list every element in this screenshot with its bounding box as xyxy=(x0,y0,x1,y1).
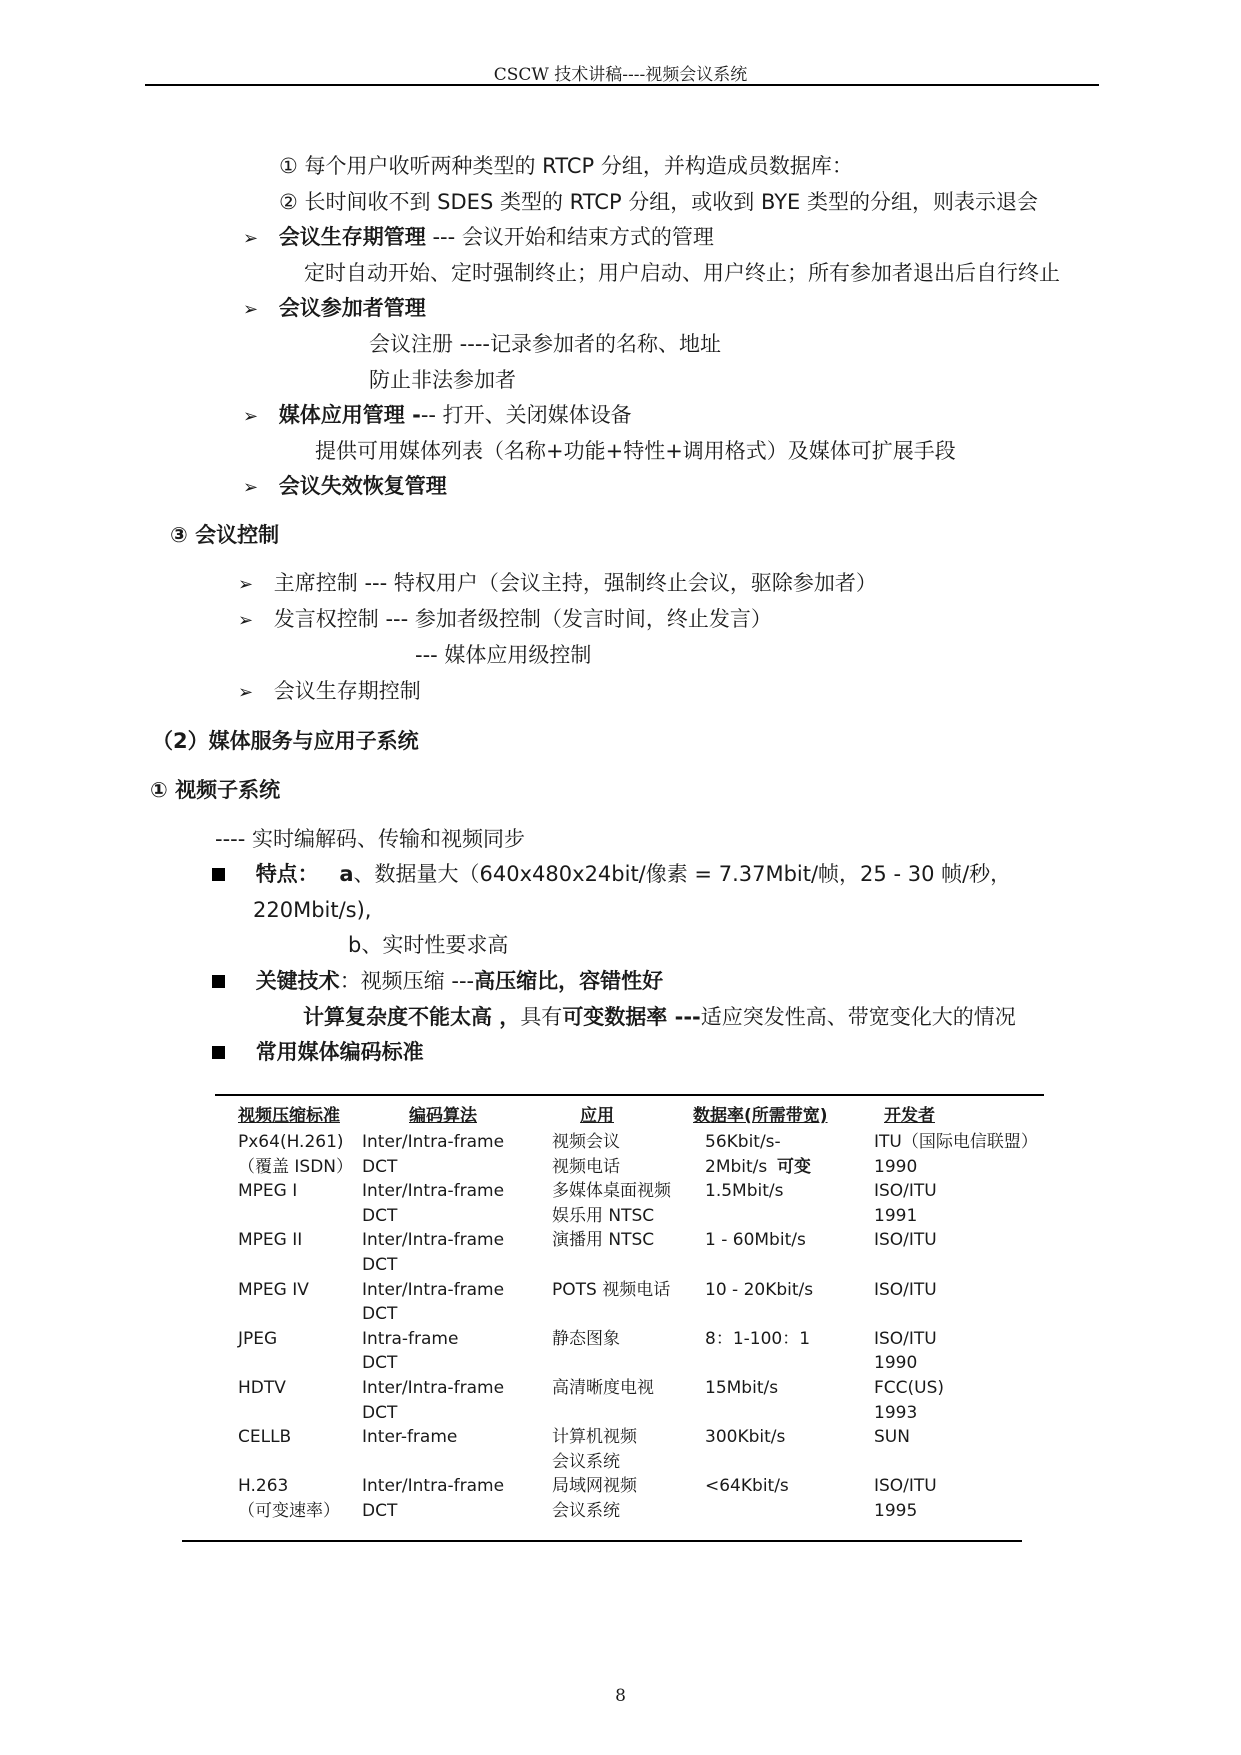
line-media-level: --- 媒体应用级控制 xyxy=(415,643,592,667)
bullet-participants xyxy=(243,295,426,323)
arrow-bullet-icon: ➢ xyxy=(243,228,259,249)
line-rtcp-2: ② 长时间收不到 SDES 类型的 RTCP 分组，或收到 BYE 类型的分组，则表示退会 xyxy=(279,190,1038,214)
table-cell: SUN xyxy=(874,1427,910,1448)
table-header-developer: 开发者 xyxy=(884,1106,935,1126)
table-cell: ISO/ITU xyxy=(874,1328,937,1349)
feature-a-label: a xyxy=(339,862,354,886)
table-cell: 演播用 NTSC xyxy=(552,1230,655,1251)
table-cell: 视频会议 xyxy=(552,1132,620,1152)
table-cell: 静态图象 xyxy=(552,1328,620,1349)
bullet-desc: ：视频压缩 --- xyxy=(339,969,475,993)
arrow-bullet-icon: ➢ xyxy=(238,682,254,703)
bullet-key-tech xyxy=(212,968,663,994)
emphasis-2: 可变数据率 --- xyxy=(562,1005,701,1029)
table-cell: ISO/ITU xyxy=(874,1230,937,1251)
bullet-floor xyxy=(238,606,772,634)
table-cell: 1993 xyxy=(874,1402,918,1423)
line-key-tech-detail xyxy=(303,1004,1016,1030)
table-cell: 1.5Mbit/s xyxy=(705,1181,784,1202)
table-cell: 2Mbit/s xyxy=(705,1156,768,1177)
line-lifecycle-detail: 定时自动开始、定时强制终止；用户启动、用户终止；所有参加者退出后自行终止 xyxy=(304,261,1060,285)
table-cell: DCT xyxy=(362,1255,398,1275)
table-cell: 计算机视频 xyxy=(552,1427,637,1448)
table-cell: Inter/Intra-frame xyxy=(362,1132,505,1152)
table-cell: 1 - 60Mbit/s xyxy=(705,1230,806,1251)
line-feature-b: b、实时性要求高 xyxy=(348,933,509,957)
bullet-title: 关键技术 xyxy=(255,969,340,993)
arrow-bullet-icon: ➢ xyxy=(243,299,259,320)
bullet-recovery xyxy=(243,473,447,501)
table-cell: 1995 xyxy=(874,1501,918,1521)
arrow-bullet-icon: ➢ xyxy=(238,610,254,631)
table-cell: DCT xyxy=(362,1353,398,1374)
table-cell: FCC(US) xyxy=(874,1378,945,1398)
line-registration: 会议注册 ----记录参加者的名称、地址 xyxy=(369,332,721,356)
table-cell: ISO/ITU xyxy=(874,1181,937,1202)
table-cell: DCT xyxy=(362,1205,398,1226)
section-conference-control: ③ 会议控制 xyxy=(170,523,280,547)
table-cell: DCT xyxy=(362,1402,398,1423)
square-bullet-icon xyxy=(212,1046,225,1059)
table-cell: POTS 视频电话 xyxy=(552,1279,671,1300)
bullet-title: 会议生存期管理 xyxy=(278,225,426,249)
text-1: 具有 xyxy=(520,1005,563,1029)
table-cell: ISO/ITU xyxy=(874,1476,937,1497)
emphasis-1: 计算复杂度不能太高 ， xyxy=(303,1005,521,1029)
table-cell: MPEG II xyxy=(238,1230,303,1251)
table-top-rule xyxy=(215,1094,1044,1096)
table-cell: 1990 xyxy=(874,1156,918,1177)
table-cell: JPEG xyxy=(238,1328,278,1349)
table-cell: Intra-frame xyxy=(362,1328,459,1349)
table-cell: 娱乐用 NTSC xyxy=(552,1205,655,1226)
feature-a-text: 、数据量大（640x480x24bit/像素 = 7.37Mbit/帧，25 - 30 帧/秒， xyxy=(353,862,1012,886)
square-bullet-icon xyxy=(212,975,225,988)
table-cell: 高清晰度电视 xyxy=(552,1378,654,1398)
table-cell: Inter/Intra-frame xyxy=(362,1279,505,1300)
bullet-features xyxy=(212,861,1011,887)
table-header-data-rate: 数据率(所需带宽) xyxy=(693,1106,828,1126)
table-cell: Inter/Intra-frame xyxy=(362,1230,505,1251)
table-cell: （可变速率） xyxy=(238,1501,340,1521)
line-features-cont: 220Mbit/s), xyxy=(253,898,372,922)
table-cell: 会议系统 xyxy=(552,1501,620,1521)
section-media-services: （2）媒体服务与应用子系统 xyxy=(152,729,419,753)
bullet-emphasis: 高压缩比，容错性好 xyxy=(474,969,664,993)
header-rule xyxy=(145,84,1099,86)
bullet-text: 发言权控制 --- 参加者级控制（发言时间，终止发言） xyxy=(273,607,772,631)
bullet-text: 会议生存期控制 xyxy=(273,679,421,703)
page-header: CSCW 技术讲稿----视频会议系统 xyxy=(493,65,748,85)
table-cell: Inter/Intra-frame xyxy=(362,1378,505,1398)
table-bottom-rule xyxy=(182,1540,1022,1542)
line-rtcp-1: ① 每个用户收听两种类型的 RTCP 分组，并构造成员数据库： xyxy=(279,154,853,178)
table-cell: HDTV xyxy=(238,1378,286,1398)
table-cell: （覆盖 ISDN） xyxy=(238,1156,354,1177)
table-cell: DCT xyxy=(362,1156,398,1177)
arrow-bullet-icon: ➢ xyxy=(243,477,259,498)
bullet-title: 常用媒体编码标准 xyxy=(255,1040,424,1064)
bullet-media-app xyxy=(243,402,632,430)
table-cell: Inter/Intra-frame xyxy=(362,1476,505,1497)
text-2: 适应突发性高、带宽变化大的情况 xyxy=(700,1005,1016,1029)
table-header-algorithm: 编码算法 xyxy=(409,1106,477,1126)
line-prevent: 防止非法参加者 xyxy=(369,368,516,392)
section-video-subsystem: ① 视频子系统 xyxy=(150,778,281,802)
table-header-standard: 视频压缩标准 xyxy=(238,1106,340,1126)
bullet-text: 主席控制 --- 特权用户（会议主持，强制终止会议，驱除参加者） xyxy=(273,571,877,595)
table-cell: 1991 xyxy=(874,1205,918,1226)
table-cell: 10 - 20Kbit/s xyxy=(705,1279,814,1300)
table-cell: ITU（国际电信联盟） xyxy=(874,1132,1038,1152)
square-bullet-icon xyxy=(212,868,225,881)
table-cell: 1990 xyxy=(874,1353,918,1374)
table-cell: Inter-frame xyxy=(362,1427,458,1448)
bullet-standards xyxy=(212,1039,424,1065)
bullet-lifetime-control xyxy=(238,678,421,706)
bullet-desc: -- 打开、关闭媒体设备 xyxy=(420,403,632,427)
table-cell: 56Kbit/s- xyxy=(705,1132,781,1152)
bullet-desc: --- 会议开始和结束方式的管理 xyxy=(425,225,714,249)
table-cell: MPEG IV xyxy=(238,1279,309,1300)
table-cell: 视频电话 xyxy=(552,1156,620,1177)
table-cell: 15Mbit/s xyxy=(705,1378,779,1398)
line-video-summary: ---- 实时编解码、传输和视频同步 xyxy=(215,827,525,851)
bullet-chair xyxy=(238,570,877,598)
table-cell: DCT xyxy=(362,1501,398,1521)
arrow-bullet-icon: ➢ xyxy=(243,406,259,427)
bullet-lifecycle xyxy=(243,224,714,252)
data-rate-emphasis: 可变 xyxy=(777,1156,811,1177)
table-cell: <64Kbit/s xyxy=(705,1476,789,1497)
table-cell: DCT xyxy=(362,1304,398,1325)
table-cell: 会议系统 xyxy=(552,1451,620,1472)
table-cell: 8：1-100：1 xyxy=(705,1328,811,1349)
bullet-title: 会议参加者管理 xyxy=(278,296,426,320)
arrow-bullet-icon: ➢ xyxy=(238,574,254,595)
bullet-title: 特点： xyxy=(255,862,319,886)
bullet-title: 媒体应用管理 - xyxy=(278,403,421,427)
table-cell: Px64(H.261) xyxy=(238,1132,344,1152)
table-cell: ISO/ITU xyxy=(874,1279,937,1300)
page-number: 8 xyxy=(615,1686,626,1706)
line-media-list: 提供可用媒体列表（名称+功能+特性+调用格式）及媒体可扩展手段 xyxy=(315,439,956,463)
table-cell: H.263 xyxy=(238,1476,289,1497)
table-cell: 局域网视频 xyxy=(552,1476,637,1497)
table-header-application: 应用 xyxy=(580,1106,614,1126)
table-cell: 300Kbit/s xyxy=(705,1427,786,1448)
table-cell: CELLB xyxy=(238,1427,292,1448)
table-cell: MPEG I xyxy=(238,1181,298,1202)
table-cell: Inter/Intra-frame xyxy=(362,1181,505,1202)
table-cell: 多媒体桌面视频 xyxy=(552,1181,671,1202)
bullet-title: 会议失效恢复管理 xyxy=(278,474,447,498)
